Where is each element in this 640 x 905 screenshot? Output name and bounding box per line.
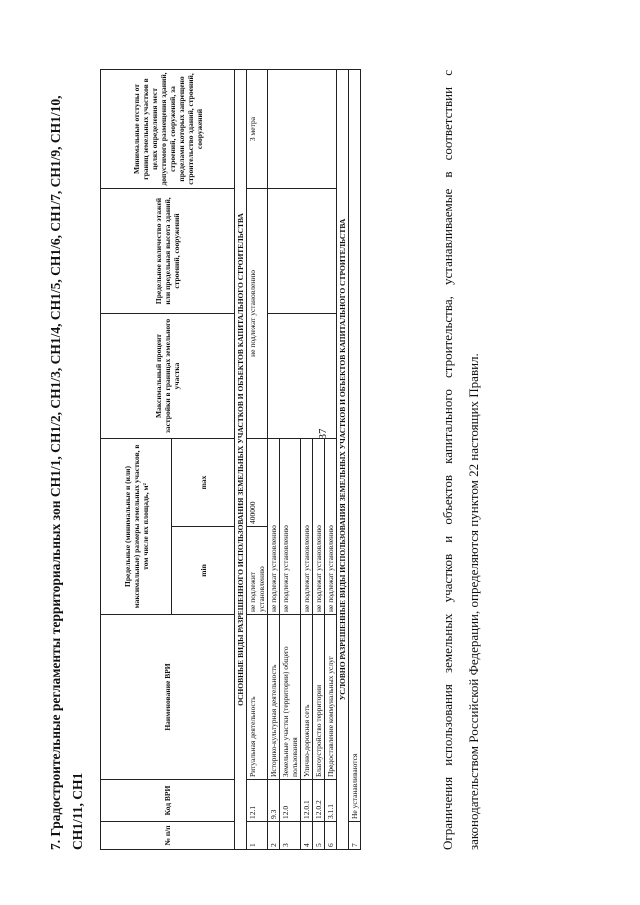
row-code: 12.0.1 <box>301 780 313 822</box>
table-row <box>247 69 268 849</box>
row-num: 4 <box>301 822 313 850</box>
row-merged-value: не подлежат установлению <box>268 438 280 614</box>
row-num: 6 <box>325 822 337 850</box>
row-empty <box>268 313 337 438</box>
row-merged-value: не подлежат установлению <box>301 438 313 614</box>
row-num: 1 <box>247 822 268 850</box>
header-coverage: Максимальный процент застройки в границах земельного участка <box>101 313 235 438</box>
row-max: 400000 <box>247 438 268 526</box>
header-name: Наименование ВРИ <box>101 615 235 780</box>
row-num: 7 <box>349 822 361 850</box>
row-merged-value: не подлежат установлению <box>280 438 301 614</box>
row-name: Улично-дорожная сеть <box>301 615 313 780</box>
row-num: 2 <box>268 822 280 850</box>
row-code: 9.3 <box>268 780 280 822</box>
table-row <box>268 69 280 849</box>
row-code: 3.1.1 <box>325 780 337 822</box>
rotated-page-content <box>15 30 615 890</box>
row-name: Предоставление коммунальных услуг <box>325 615 337 780</box>
row-min: не подлежит установлению <box>247 527 268 615</box>
row-code: 12.0 <box>280 780 301 822</box>
row-code: 12.0.2 <box>313 780 325 822</box>
page-number: 37 <box>317 428 329 440</box>
section-row-conditional <box>337 69 349 849</box>
section-conditional-title: УСЛОВНО РАЗРЕШЕННЫЕ ВИДЫ ИСПОЛЬЗОВАНИЯ ЗЕМЕЛЬНЫХ УЧАСТКОВ И ОБЪЕКТОВ КАПИТАЛЬНОГО СТРОИТЕЛЬСТВА <box>337 69 349 849</box>
row-num: 3 <box>280 822 301 850</box>
row-empty <box>268 188 337 313</box>
row-name: Земельные участки (территории) общего пользования <box>280 615 301 780</box>
row-merged-value: не подлежат установлению <box>325 438 337 614</box>
row-name: Благоустройство территории <box>313 615 325 780</box>
row-name: Историко-культурная деятельность <box>268 615 280 780</box>
row-empty <box>268 69 337 188</box>
row-num: 5 <box>313 822 325 850</box>
row-coverage: не подлежат установлению <box>247 188 268 438</box>
row-code: 12.1 <box>247 780 268 822</box>
regulations-table <box>100 69 361 850</box>
header-code: Код ВРИ <box>101 780 235 822</box>
header-max: max <box>172 438 235 526</box>
restrictions-paragraph: Ограничения использования земельных участков и объектов капитального строительства, устанавливаемые в соответствии с законодательством Российской Федерации, определяются пунктом 22 настоящих Правил. <box>440 70 481 850</box>
row-text: Не устанавливаются <box>349 69 361 821</box>
header-floors: Предельное количество этажей или предельная высота зданий, строений, сооружений <box>101 188 235 313</box>
table-row <box>349 69 361 849</box>
row-name: Ритуальная деятельность <box>247 615 268 780</box>
row-merged-value: не подлежат установлению <box>313 438 325 614</box>
section-main-title: ОСНОВНЫЕ ВИДЫ РАЗРЕШЕННОГО ИСПОЛЬЗОВАНИЯ ЗЕМЕЛЬНЫХ УЧАСТКОВ И ОБЪЕКТОВ КАПИТАЛЬНОГО СТРОИТЕЛЬСТВА <box>235 69 247 849</box>
row-setback: 3 метра <box>247 69 268 188</box>
header-setback: Минимальные отступы от границ земельных участков в целях определения мест допустимого размещения зданий, строений, сооружений, за пределами которых запрещено строительство зданий, строений, сооружений <box>101 69 235 188</box>
header-min: min <box>172 527 235 615</box>
header-num: № п/п <box>101 822 235 850</box>
section-row-main <box>235 69 247 849</box>
section-heading: 7. Градостроительные регламенты территориальных зон СН1/1, СН1/2, СН1/3, СН1/4, СН1/5, СН1/6, СН1/7, СН1/9, СН1/10, СН1/11, СН1 <box>48 95 85 850</box>
header-area: Предельные (минимальные и (или) максимальные) размеры земельных участков, в том числе их площадь, м² <box>101 438 172 614</box>
